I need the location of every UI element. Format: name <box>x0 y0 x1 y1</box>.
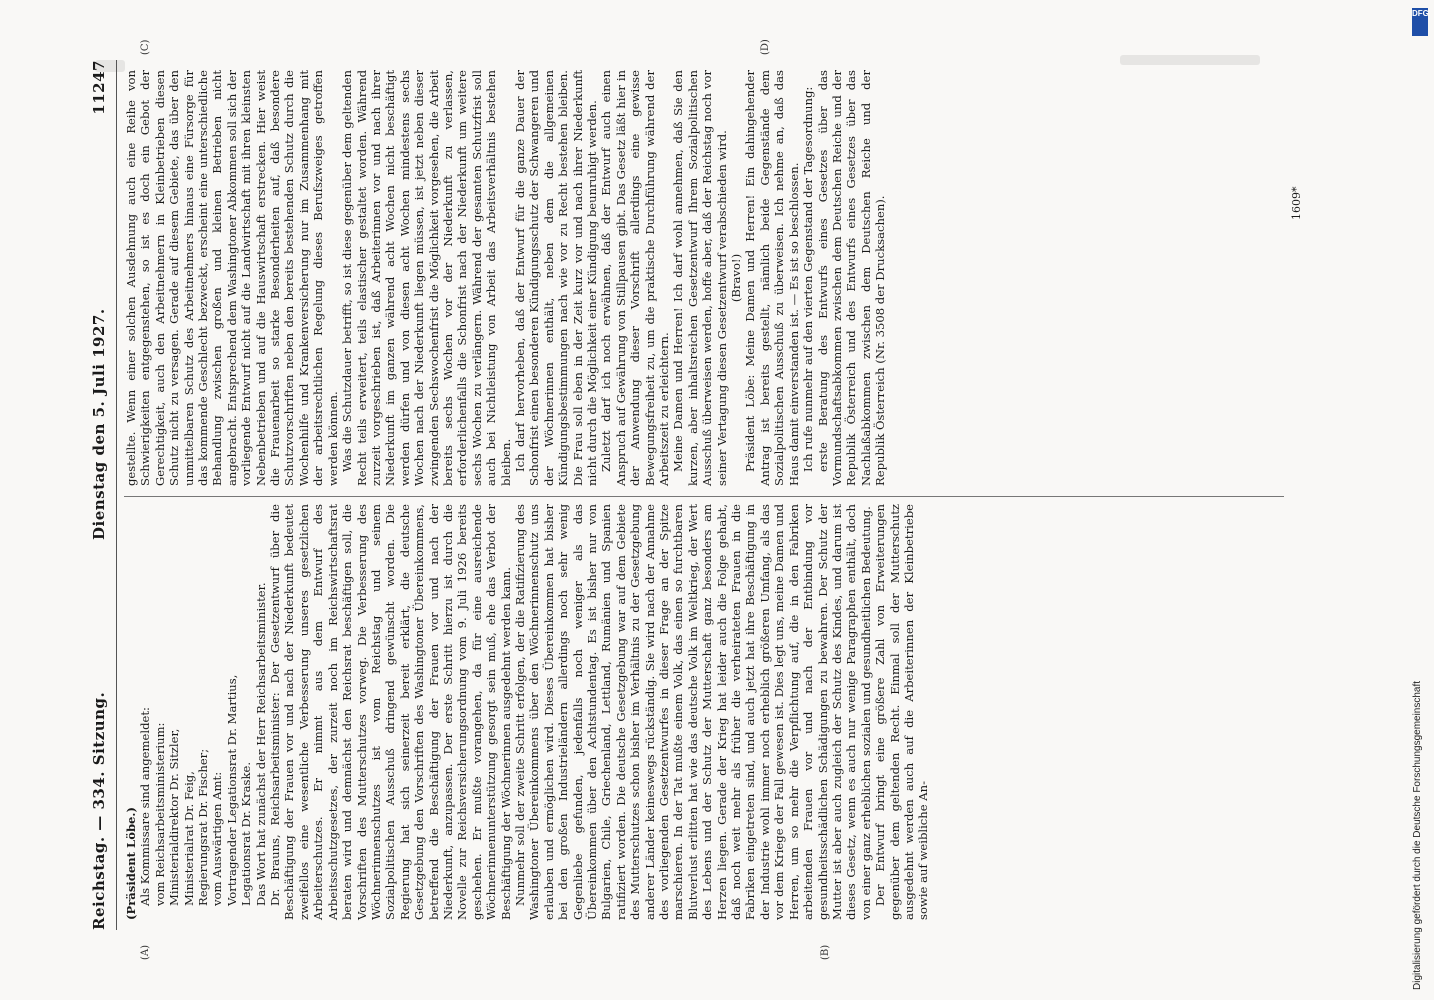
text-column-left <box>124 504 931 920</box>
page-number: 11247 <box>90 60 108 115</box>
paragraph: Meine Damen und Herren! Ich darf wohl annehmen, daß Sie den kurzen, aber inhaltsreichen Gesetzentwurf Ihrem Sozialpolitischen Ausschuß überweisen werden, hoffe aber, daß der Reichstag noch vor seiner Vertagung diesen Gesetzentwurf verabschieden wird. <box>671 70 729 486</box>
paragraph: (Bravo!) <box>729 253 744 303</box>
column-divider <box>124 496 1284 497</box>
header-date: Dienstag den 5. Juli 1927. <box>90 308 108 540</box>
paragraph: Der Entwurf bringt eine größere Zahl von Erweiterungen gegenüber dem geltenden Recht. Einmal soll der Mutterschutz ausgedehnt werden auch auf die Arbeiterinnen der Kleinbetriebe sowie auf weibliche An- <box>873 504 931 920</box>
margin-mark-d: (D) <box>760 39 771 55</box>
header-left: Reichstag. — 334. Sitzung. <box>90 691 108 930</box>
text-column-right <box>124 70 888 486</box>
header-rule <box>116 60 117 930</box>
margin-mark-a: (A) <box>140 944 151 960</box>
dfg-logo <box>1412 8 1428 36</box>
paragraph: Das Wort hat zunächst der Herr Reichsarbeitsminister. <box>253 582 268 906</box>
paragraph: vom Auswärtigen Amt: <box>210 771 225 906</box>
margin-mark-b: (B) <box>820 944 831 960</box>
paragraph: Dr. Brauns, Reichsarbeitsminister: Der Gesetzentwurf über die Beschäftigung der Frauen vor und nach der Niederkunft bedeutet zweifellos eine wesentliche Verbesserung unseres gesetzlichen Arbeiterschutzes. Er nimmt aus dem Entwurf des Arbeitsschutzgesetzes, der zurzeit noch im Reichswirtschaftsrat beraten wird und demnächst den Reichsrat beschäftigen soll, die Vorschriften des Mutterschutzes vorweg. Die Verbesserung des Wöchnerinnenschutzes ist vom Reichstag und seinem Sozialpolitischen Ausschuß dringend gewünscht worden. Die Regierung hat sich seinerzeit bereit erklärt, die deutsche Gesetzgebung den Vorschriften des Washingtoner Übereinkommens, betreffend die Beschäftigung der Frauen vor und nach der Niederkunft, anzupassen. Der erste Schritt hierzu ist durch die Novelle zur Reichsversicherungsordnung vom 9. Juli 1926 bereits geschehen. Er mußte vorangehen, da für eine ausreichende Wöchnerinnenunterstützung gesorgt sein muß, ehe das Verbot der Beschäftigung der Wöchnerinnen ausgedehnt werden kann. <box>268 504 513 920</box>
paragraph: Legationsrat Dr. Kraske. <box>239 761 254 906</box>
digitization-credit-text: Digitalisierung gefördert durch die Deutsche Forschungsgemeinschaft <box>1412 680 1423 990</box>
margin-mark-c: (C) <box>140 39 151 55</box>
paragraph: Präsident Löbe: Meine Damen und Herren! Ein dahingehender Antrag ist bereits gestellt, nämlich beide Gegenstände dem Sozialpolitischen Ausschuß zu überweisen. Ich nehme an, daß das Haus damit einverstanden ist. — Es ist so beschlossen. <box>743 70 801 486</box>
paragraph: Was die Schutzdauer betrifft, so ist diese gegenüber dem geltenden Recht teils erweitert, teils elastischer gestaltet worden. Während zurzeit vorgeschrieben ist, daß Arbeiterinnen vor und nach ihrer Niederkunft im ganzen während acht Wochen nicht beschäftigt werden dürfen und von diesen acht Wochen mindestens sechs Wochen nach der Niederkunft liegen müssen, ist jetzt neben dieser zwingenden Sechswochenfrist die Möglichkeit vorgesehen, die Arbeit bereits sechs Wochen vor der Niederkunft zu verlassen, erforderlichenfalls die Schonfrist nach der Niederkunft um weitere sechs Wochen zu verlängern. Während der gesamten Schutzfrist soll auch bei Nichtleistung von Arbeit das Arbeitsverhältnis bestehen bleiben. <box>340 70 513 486</box>
paragraph: Vortragender Legationsrat Dr. Martius, <box>224 674 239 906</box>
paragraph: (Präsident Löbe.) <box>124 807 138 920</box>
paragraph: Zuletzt darf ich noch erwähnen, daß der Entwurf auch einen Anspruch auf Gewährung von Stillpausen gibt. Das Gesetz läßt hier in der Anwendung dieser Vorschrift allerdings eine gewisse Bewegungsfreiheit zu, um die praktische Durchführung während der Arbeitszeit zu erleichtern. <box>599 70 672 486</box>
paragraph: gestellte. Wenn einer solchen Ausdehnung auch eine Reihe von Schwierigkeiten entgegenstehen, so ist es doch ein Gebot der Gerechtigkeit, auch den Arbeitnehmern in Kleinbetrieben diesen Schutz nicht zu versagen. Gerade auf diesem Gebiete, das über den unmittelbaren Schutz des Arbeitnehmers hinaus eine Fürsorge für das kommende Geschlecht bezweckt, erscheint eine unterschiedliche Behandlung zwischen großen und kleinen Betrieben nicht angebracht. Entsprechend dem Washingtoner Abkommen soll sich der vorliegende Entwurf nicht auf die Landwirtschaft mit ihren kleinsten Nebenbetrieben und auf die Hauswirtschaft erstrecken. Hier weist die Frauenarbeit so starke Besonderheiten auf, daß besondere Schutzvorschriften neben den bereits bestehenden Schutz durch die Wochenhilfe und Krankenversicherung nur im Zusammenhang mit der arbeitsrechtlichen Regelung dieses Berufszweiges getroffen werden können. <box>124 70 340 486</box>
dfg-logo-text: DFG <box>1412 9 1429 18</box>
paragraph: Regierungsrat Dr. Fischer; <box>196 748 211 906</box>
digitization-credit <box>1412 400 1426 990</box>
paragraph: vom Reichsarbeitsministerium: <box>152 722 167 906</box>
paragraph: Ich rufe nunmehr auf den vierten Gegenstand der Tagesordnung: <box>801 86 816 472</box>
paragraph: Ich darf hervorheben, daß der Entwurf für die ganze Dauer der Schonfrist einen besonderen Kündigungsschutz der Schwangeren und der Wöchnerinnen enthält, neben dem die allgemeinen Kündigungsbestimmungen nach wie vor zu Recht bestehen bleiben. Die Frau soll eben in der Zeit kurz vor und nach ihrer Niederkunft nicht durch die Möglichkeit einer Kündigung beunruhigt werden. <box>512 70 599 486</box>
page-header <box>90 60 112 930</box>
paragraph: Nunmehr soll der zweite Schritt erfolgen, der die Ratifizierung des Washingtoner Übereinkommens über den Wöchnerinnenschutz uns erlauben und ermöglichen wird. Dieses Übereinkommen hat bisher bei den großen Industrieländern allerdings noch sehr wenig Gegenliebe gefunden, jedenfalls noch weniger als das Übereinkommen über den Achtstundentag. Es ist bisher nur von Bulgarien, Chile, Griechenland, Lettland, Rumänien und Spanien ratifiziert worden. Die deutsche Gesetzgebung war auf dem Gebiete des Mutterschutzes schon bisher im Verhältnis zu der Gesetzgebung anderer Länder keineswegs rückständig. Sie wird nach der Annahme des vorliegenden Gesetzentwurfes in dieser Frage an der Spitze marschieren. In der Tat mußte einem Volk, das einen so furchtbaren Blutverlust erlitten hat wie das deutsche Volk im Weltkrieg, der Wert des Lebens und der Schutz der Mutterschaft ganz besonders am Herzen liegen. Gerade der Krieg hat leider auch die Folge gehabt, daß noch weit mehr als früher die verheirateten Frauen in die Fabriken eingetreten sind, und auch jetzt hat ihre Beschäftigung in der Industrie wohl immer noch erheblich größeren Umfang, als das vor dem Kriege der Fall gewesen ist. Dies legt uns, meine Damen und Herren, um so mehr die Verpflichtung auf, die in den Fabriken arbeitenden Frauen vor und nach der Entbindung vor gesundheitsschädlichen Schädigungen zu bewahren. Der Schutz der Mutter ist aber auch zugleich der Schutz des Kindes, und darum ist dieses Gesetz, wenn es auch nur wenige Paragraphen enthält, doch von einer ganz erheblichen sozialen und gesundheitlichen Bedeutung. <box>512 504 873 920</box>
paragraph: Als Kommissare sind angemeldet: <box>138 707 153 906</box>
paragraph: erste Beratung des Entwurfs eines Gesetzes über das Vormundschaftsabkommen zwischen dem Deutschen Reiche und der Republik Österreich und des Entwurfs eines Gesetzes über das Nachlaßabkommen zwischen dem Deutschen Reiche und der Republik Österreich (Nr. 3508 der Drucksachen). <box>815 70 888 486</box>
page-footer-number: 1609* <box>1290 186 1303 220</box>
paragraph: Ministerialrat Dr. Feig, <box>181 771 196 906</box>
paragraph: Ministerialdirektor Dr. Sitzler, <box>167 728 182 906</box>
